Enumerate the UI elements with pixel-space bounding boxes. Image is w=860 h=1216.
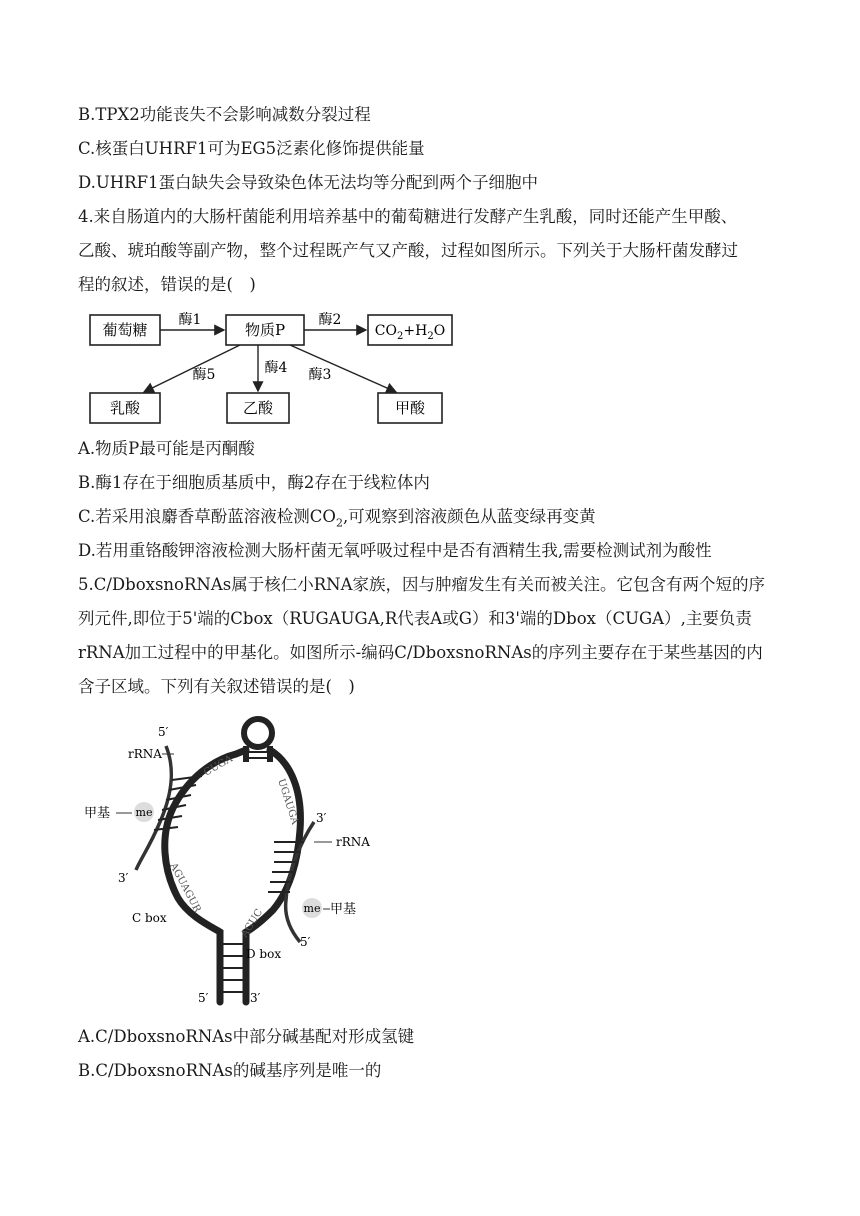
- cbox-label: C box: [132, 911, 167, 925]
- seq-bottom-left: AGUAGUR: [167, 861, 203, 915]
- q4-option-d: D.若用重铬酸钾溶液检测大肠杆菌无氧呼吸过程中是否有酒精生我,需要检测试剂为酸性: [78, 541, 712, 560]
- enzyme1-label: 酶1: [178, 312, 202, 328]
- q5-stem-line-2: 列元件,即位于5'端的Cbox（RUGAUGA,R代表A或G）和3'端的Dbox（CUGA）,主要负责: [78, 609, 752, 628]
- q5-stem-line-1: 5.C/DboxsnoRNAs属于核仁小RNA家族，因与肿瘤发生有关而被关注。它包含有两个短的序: [78, 575, 766, 594]
- seq-top-left: CUGA: [202, 753, 235, 779]
- methyl-label-right: 甲基: [330, 902, 357, 917]
- q4-stem-line-2: 乙酸、琥珀酸等副产物，整个过程既产气又产酸，过程如图所示。下列关于大肠杆菌发酵过: [78, 241, 738, 260]
- enzyme2-label: 酶2: [318, 312, 342, 328]
- glucose-label: 葡萄糖: [102, 321, 148, 339]
- q5-option-b: B.C/DboxsnoRNAs的碱基序列是唯一的: [78, 1061, 382, 1080]
- me-label-right: me: [303, 902, 321, 915]
- q5-stem-line-3: rRNA加工过程中的甲基化。如图所示-编码C/DboxsnoRNAs的序列主要存在于某些基因的内: [78, 643, 763, 662]
- fermentation-flow-diagram: [80, 302, 460, 430]
- three-prime-bottom: 3′: [250, 991, 261, 1005]
- me-label-left: me: [135, 806, 153, 819]
- q4-option-a: A.物质P最可能是丙酮酸: [78, 439, 255, 458]
- three-prime-left: 3′: [118, 871, 129, 885]
- enzyme3-label: 酶3: [308, 367, 332, 383]
- q4-stem-line-1: 4.来自肠道内的大肠杆菌能利用培养基中的葡萄糖进行发酵产生乳酸，同时还能产生甲酸、: [78, 207, 738, 226]
- q5-option-a: A.C/DboxsnoRNAs中部分碱基配对形成氢键: [78, 1027, 415, 1046]
- q3-option-c: C.核蛋白UHRF1可为EG5泛素化修饰提供能量: [78, 139, 425, 158]
- five-prime-right: 5′: [300, 935, 311, 949]
- five-prime-top-left: 5′: [158, 725, 169, 739]
- q4-option-b: B.酶1存在于细胞质基质中，酶2存在于线粒体内: [78, 473, 430, 492]
- q3-option-b: B.TPX2功能丧失不会影响减数分裂过程: [78, 105, 371, 124]
- dbox-label: D box: [246, 947, 282, 961]
- five-prime-bottom: 5′: [198, 991, 209, 1005]
- methyl-label-left: 甲基: [84, 806, 111, 821]
- q4-option-c: C.若采用浪麝香草酚蓝溶液检测$CO_2$,可观察到溶液颜色从蓝变绿再变黄: [78, 507, 596, 530]
- q3-option-d: D.UHRF1蛋白缺失会导致染色体无法均等分配到两个子细胞中: [78, 173, 539, 192]
- co2-h2o-label: $CO_2+H_2O$: [374, 323, 446, 342]
- enzyme5-label: 酶5: [192, 367, 216, 383]
- formic-acid-label: 甲酸: [394, 399, 426, 417]
- snorna-backbone-right: [246, 750, 300, 1002]
- top-hairpin-loop: [244, 719, 272, 747]
- three-prime-right: 3′: [316, 811, 327, 825]
- seq-bottom-right: AGUC: [239, 907, 266, 940]
- lactic-acid-label: 乳酸: [109, 399, 141, 417]
- acetic-acid-label: 乙酸: [242, 399, 274, 417]
- seq-top-right: UGAUGA: [275, 777, 301, 826]
- bottom-stem-rungs: [220, 944, 246, 992]
- rrna-label-left: rRNA: [128, 747, 162, 761]
- q5-stem-line-4: 含子区域。下列有关叙述错误的是( ): [78, 677, 355, 696]
- arrow-enzyme3: [290, 345, 396, 392]
- enzyme4-label: 酶4: [264, 360, 288, 376]
- substance-p-label: 物质P: [244, 321, 286, 339]
- rrna-label-right: rRNA: [336, 835, 370, 849]
- cd-box-snorna-diagram: [78, 710, 388, 1015]
- q4-stem-line-3: 程的叙述，错误的是( ): [78, 275, 256, 294]
